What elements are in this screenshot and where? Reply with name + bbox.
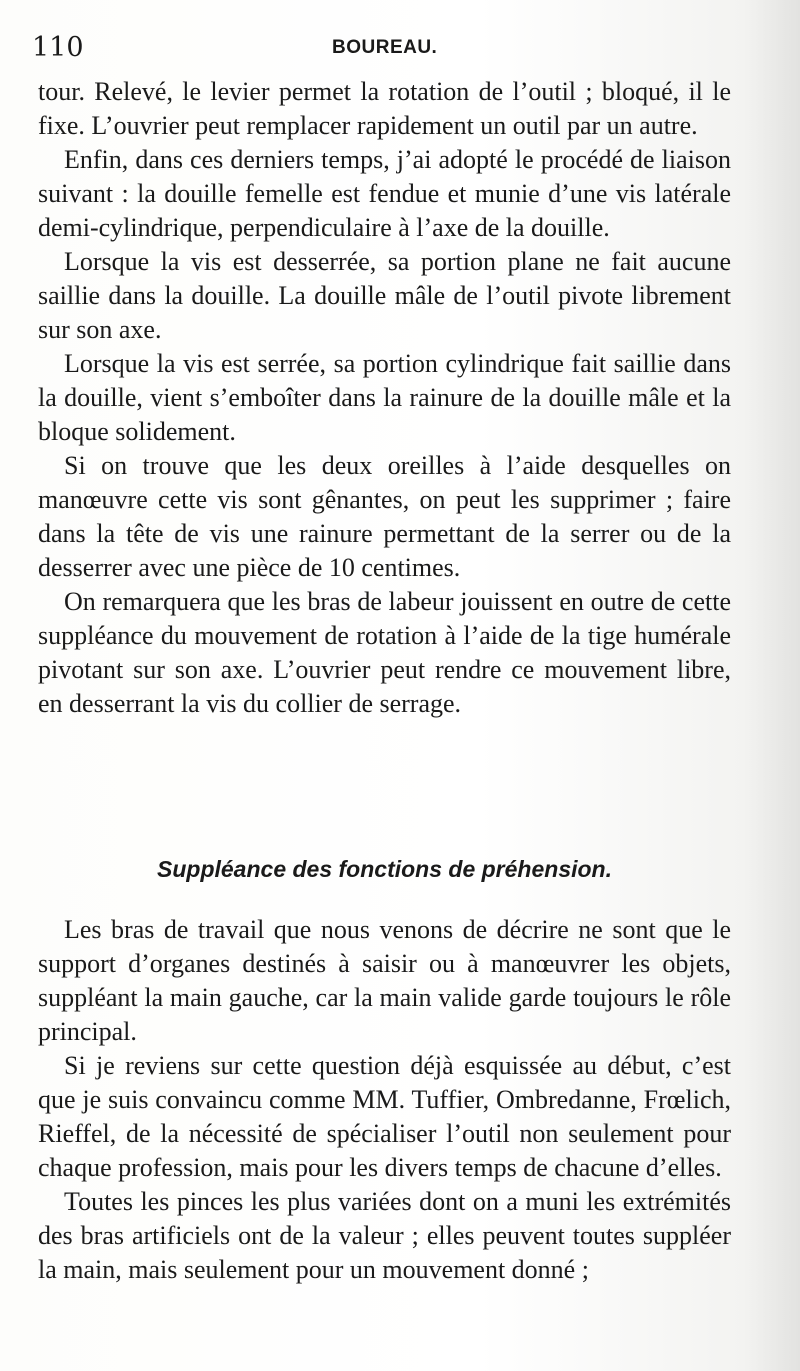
paragraph: Enfin, dans ces derniers temps, j’ai adopté le procédé de liaison suivant : la douille femelle est fendue et munie d’une vis latérale demi-cylindrique, perpendiculaire à l’axe de la douille. <box>38 145 731 242</box>
paragraph: Toutes les pinces les plus variées dont on a muni les extrémités des bras artificiels ont de la valeur ; elles peuvent toutes suppléer la main, mais seulement pour un mouvement donné ; <box>38 1187 731 1284</box>
paragraph: Lorsque la vis est desserrée, sa portion plane ne fait aucune saillie dans la douille. La douille mâle de l’outil pivote librement sur son axe. <box>38 247 731 344</box>
body-text-top <box>38 75 731 721</box>
paragraph: Lorsque la vis est serrée, sa portion cylindrique fait saillie dans la douille, vient s’emboîter dans la rainure de la douille mâle et la bloque solidement. <box>38 349 731 446</box>
page-number: 110 <box>32 32 84 63</box>
paragraph: Si on trouve que les deux oreilles à l’aide desquelles on manœuvre cette vis sont gênantes, on peut les supprimer ; faire dans la tête de vis une rainure permettant de la serrer ou de la desserrer avec une pièce de 10 centimes. <box>38 451 731 582</box>
page-header <box>32 30 732 66</box>
paragraph: Les bras de travail que nous venons de décrire ne sont que le support d’organes destinés à saisir ou à manœuvrer les objets, suppléant la main gauche, car la main valide garde toujours le rôle principal. <box>38 915 731 1046</box>
body-text-bottom <box>38 913 731 1287</box>
running-title: BOUREAU. <box>332 37 438 58</box>
section-heading: Suppléance des fonctions de préhension. <box>157 856 612 882</box>
paragraph: On remarquera que les bras de labeur jouissent en outre de cette suppléance du mouvement de rotation à l’aide de la tige humérale pivotant sur son axe. L’ouvrier peut rendre ce mouvement libre, en desserrant la vis du collier de serrage. <box>38 587 731 718</box>
paragraph: Si je reviens sur cette question déjà esquissée au début, c’est que je suis convaincu comme MM. Tuffier, Ombredanne, Frœlich, Rieffel, de la nécessité de spécialiser l’outil non seulement pour chaque profession, mais pour les divers temps de chacune d’elles. <box>38 1051 731 1182</box>
paragraph: tour. Relevé, le levier permet la rotation de l’outil ; bloqué, il le fixe. L’ouvrier peut remplacer rapidement un outil par un autre. <box>38 77 731 140</box>
